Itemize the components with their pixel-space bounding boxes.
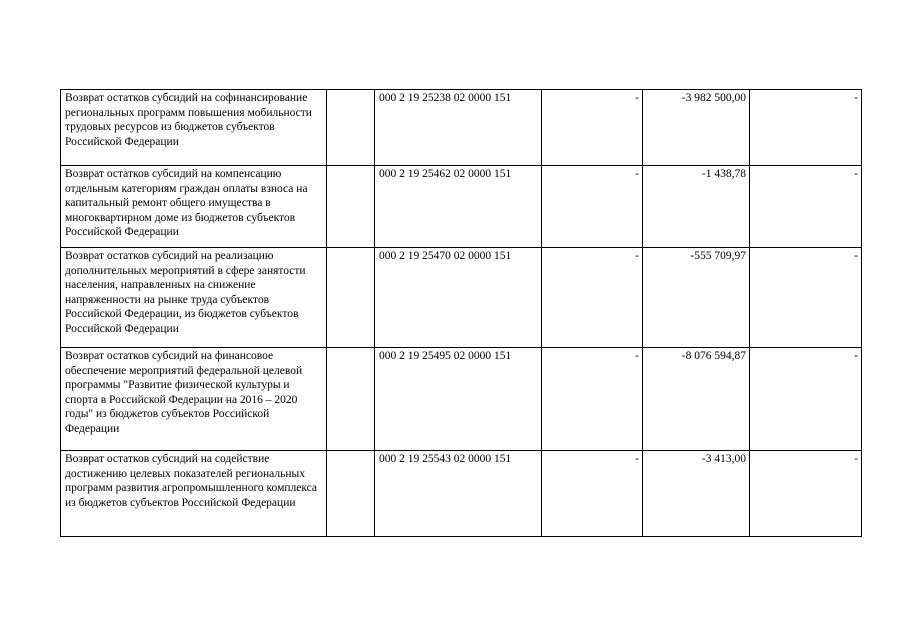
row-description: Возврат остатков субсидий на реализацию дополнительных мероприятий в сфере занятости населения, направленных на снижение напряженности на рынке труда субъектов Российской Федерации, из бюджетов субъектов Российской Федерации (61, 248, 327, 348)
row-amount: -1 438,78 (643, 166, 750, 248)
row-amount: -8 076 594,87 (643, 348, 750, 451)
row-value-col4: - (542, 451, 643, 537)
row-value-col6: - (750, 348, 862, 451)
table-row (61, 451, 862, 537)
table-row (61, 166, 862, 248)
row-description: Возврат остатков субсидий на содействие достижению целевых показателей региональных программ развития агропромышленного комплекса из бюджетов субъектов Российской Федерации (61, 451, 327, 537)
row-budget-code: 000 2 19 25238 02 0000 151 (375, 90, 542, 166)
row-value-col4: - (542, 90, 643, 166)
row-value-col6: - (750, 166, 862, 248)
row-blank-cell (327, 451, 375, 537)
row-description: Возврат остатков субсидий на софинансирование региональных программ повышения мобильности трудовых ресурсов из бюджетов субъектов Российской Федерации (61, 90, 327, 166)
row-description: Возврат остатков субсидий на компенсацию отдельным категориям граждан оплаты взноса на капитальный ремонт общего имущества в многоквартирном доме из бюджетов субъектов Российской Федерации (61, 166, 327, 248)
row-blank-cell (327, 90, 375, 166)
row-blank-cell (327, 166, 375, 248)
row-value-col6: - (750, 248, 862, 348)
row-budget-code: 000 2 19 25543 02 0000 151 (375, 451, 542, 537)
row-value-col4: - (542, 348, 643, 451)
row-budget-code: 000 2 19 25495 02 0000 151 (375, 348, 542, 451)
table-row (61, 90, 862, 166)
row-budget-code: 000 2 19 25462 02 0000 151 (375, 166, 542, 248)
table-row (61, 248, 862, 348)
row-blank-cell (327, 348, 375, 451)
row-amount: -3 982 500,00 (643, 90, 750, 166)
row-amount: -555 709,97 (643, 248, 750, 348)
budget-table (60, 89, 862, 537)
row-amount: -3 413,00 (643, 451, 750, 537)
row-value-col6: - (750, 451, 862, 537)
row-value-col6: - (750, 90, 862, 166)
row-value-col4: - (542, 166, 643, 248)
row-description: Возврат остатков субсидий на финансовое обеспечение мероприятий федеральной целевой программы "Развитие физической культуры и спорта в Российской Федерации на 2016 – 2020 годы" из бюджетов субъектов Российской Федерации (61, 348, 327, 451)
row-blank-cell (327, 248, 375, 348)
row-budget-code: 000 2 19 25470 02 0000 151 (375, 248, 542, 348)
table-row (61, 348, 862, 451)
row-value-col4: - (542, 248, 643, 348)
